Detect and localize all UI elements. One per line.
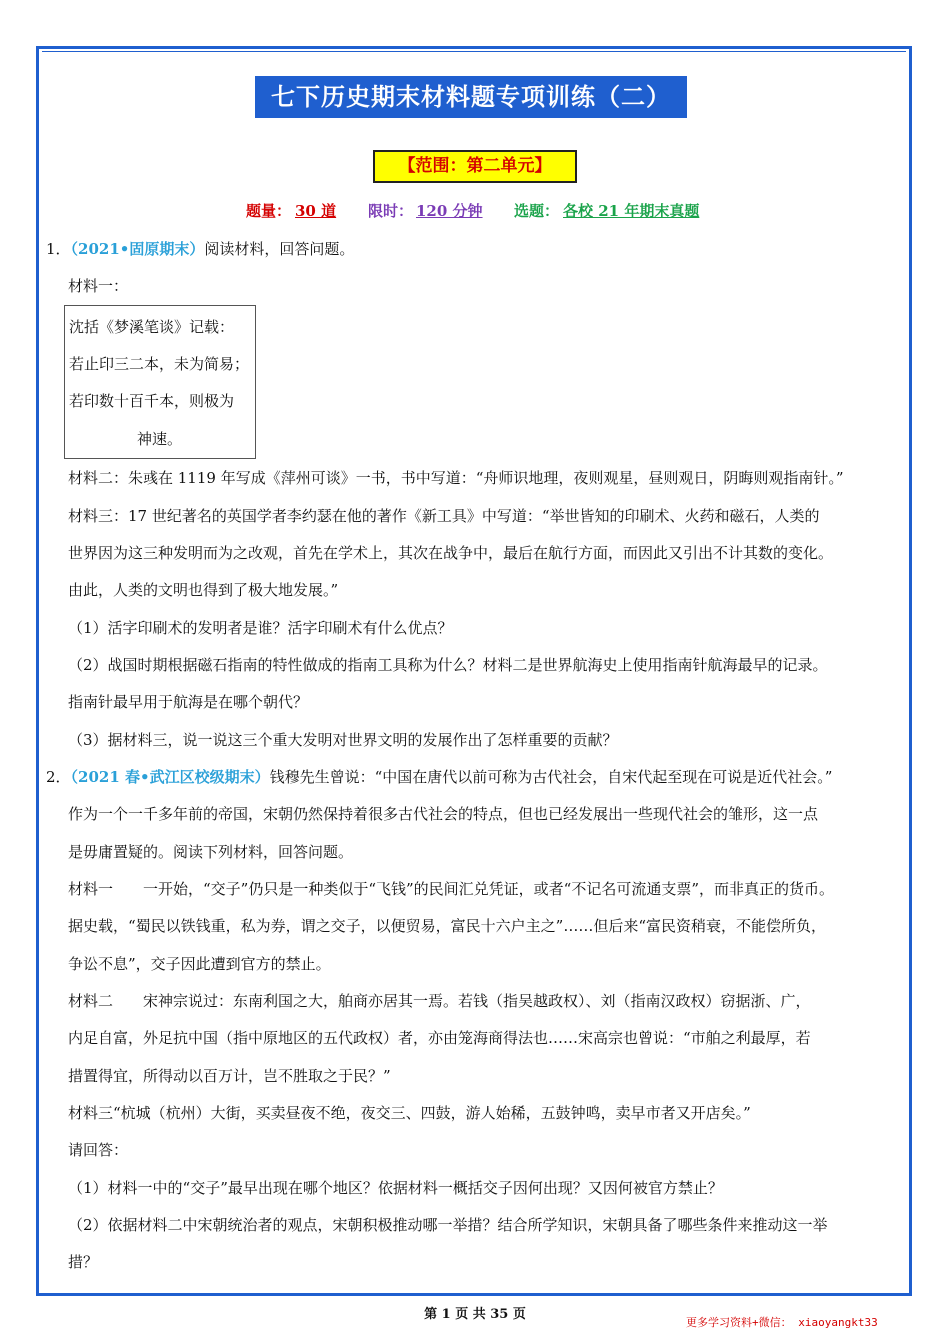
watermark-text: 更多学习资料+微信： xiaoyangkt33 [686,1316,878,1329]
material-text: 由此，人类的文明也得到了极大地发展。” [68,581,339,599]
time-value: 120 分钟 [416,202,483,220]
count-value: 30 道 [295,202,337,220]
material-text: 材料二 宋神宗说过：东南利国之大，舶商亦居其一焉。若钱（指吴越政权）、刘（指南汉政权）窃据浙、广， [68,992,811,1010]
material-text: 措置得宜，所得动以百万计，岂不胜取之于民？” [68,1067,391,1085]
page-number: 第 1 页 共 35 页 [424,1307,526,1322]
material-text: 据史载，“蜀民以铁钱重，私为券，谓之交子，以便贸易，富民十六户主之”……但后来“富民资稍衰，不能偿所负， [68,917,827,935]
quote-line: 若印数十百千本，则极为 [69,392,235,410]
material-text: 材料三：17 世纪著名的英国学者李约瑟在他的著作《新工具》中写道：“举世皆知的印刷术、火药和磁石，人类的 [68,507,820,525]
question-intro: 作为一个一千多年前的帝国，宋朝仍然保持着很多古代社会的特点，但也已经发展出一些现代社会的雏形，这一点 [68,805,819,823]
sub-question: 措？ [68,1253,99,1271]
select-label: 选题： [514,202,560,220]
answer-prompt: 请回答： [68,1141,129,1159]
question-intro: 是毋庸置疑的。阅读下列材料，回答问题。 [68,843,354,861]
sub-question: （3）据材料三，说一说这三个重大发明对世界文明的发展作出了怎样重要的贡献？ [68,731,618,749]
material-label: 材料一： [68,277,129,295]
question-number: 2． [46,768,71,786]
question-intro: 阅读材料，回答问题。 [204,240,355,258]
material-text: 材料一 一开始，“交子”仍只是一种类似于“飞钱”的民间汇兑凭证，或者“不记名可流通支票”，而非真正的货币。 [68,880,835,898]
quote-line: 神速。 [137,430,183,448]
sub-question: （2）战国时期根据磁石指南的特性做成的指南工具称为什么？材料二是世界航海史上使用指南针航海最早的记录。 [68,656,828,674]
sub-question: 指南针最早用于航海是在哪个朝代？ [68,693,309,711]
question-1-header [46,239,354,259]
quote-box [64,305,256,459]
quote-line: 沈括《梦溪笔谈》记载： [69,318,235,336]
question-source: （2021•固原期末） [70,240,205,258]
material-text: 材料三“杭城（杭州）大街，买卖昼夜不绝，夜交三、四鼓，游人始稀，五鼓钟鸣，卖早市者又开店矣。” [68,1104,751,1122]
material-text: 争讼不息”，交子因此遭到官方的禁止。 [68,955,331,973]
time-label: 限时： [368,202,414,220]
sub-question: （2）依据材料二中宋朝统治者的观点，宋朝积极推动哪一举措？结合所学知识，宋朝具备了哪些条件来推动这一举 [68,1216,828,1234]
border-rule [42,51,906,52]
page-title: 七下历史期末材料题专项训练（二） [255,76,687,118]
select-value: 各校 21 年期末真题 [563,202,700,220]
sub-question: （1）材料一中的“交子”最早出现在哪个地区？依据材料一概括交子因何出现？又因何被官方禁止？ [68,1179,723,1197]
meta-row [0,200,950,222]
question-2-header [46,767,832,787]
material-text: 内足自富，外足抗中国（指中原地区的五代政权）者，亦由笼海商得法也……宋高宗也曾说：“市舶之利最厚，若 [68,1029,811,1047]
question-number: 1． [46,240,71,258]
scope-badge: 【范围：第二单元】 [373,150,577,183]
material-text: 材料二：朱彧在 1119 年写成《萍州可谈》一书，书中写道：“舟师识地理，夜则观星，昼则观日，阴晦则观指南针。” [68,469,844,487]
material-text: 世界因为这三种发明而为之改观，首先在学术上，其次在战争中，最后在航行方面，而因此又引出不计其数的变化。 [68,544,834,562]
question-source: （2021 春•武江区校级期末） [70,768,270,786]
question-intro: 钱穆先生曾说：“中国在唐代以前可称为古代社会，自宋代起至现在可说是近代社会。” [269,768,833,786]
sub-question: （1）活字印刷术的发明者是谁？活字印刷术有什么优点？ [68,619,453,637]
count-label: 题量： [246,202,292,220]
quote-line: 若止印三二本，未为简易； [69,355,250,373]
